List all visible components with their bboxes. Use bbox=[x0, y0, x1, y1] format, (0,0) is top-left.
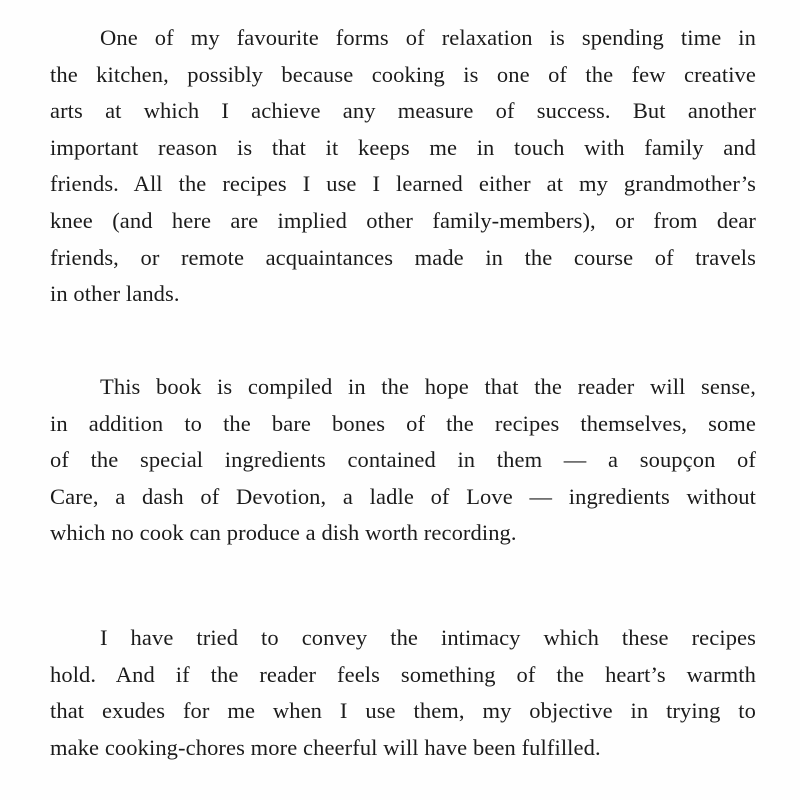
text-line: friends. All the recipes I use I learned either at my grandmother’s bbox=[50, 171, 756, 197]
text-line: make cooking-chores more cheerful will have been fulfilled. bbox=[50, 734, 601, 760]
text-line: hold. And if the reader feels something of the heart’s warmth bbox=[50, 661, 756, 687]
text-line: friends, or remote acquaintances made in the course of travels bbox=[50, 244, 756, 270]
text-line: Care, a dash of Devotion, a ladle of Love — ingredients without bbox=[50, 483, 756, 509]
text-line: One of my favourite forms of relaxation is spending time in bbox=[100, 25, 756, 50]
text-line: the kitchen, possibly because cooking is one of the few creative bbox=[50, 61, 756, 87]
text-line: which no cook can produce a dish worth recording. bbox=[50, 520, 517, 546]
text-line: knee (and here are implied other family-members), or from dear bbox=[50, 207, 756, 233]
text-line: This book is compiled in the hope that the reader will sense, bbox=[100, 374, 756, 399]
paragraph-relaxation bbox=[50, 20, 756, 313]
text-line: of the special ingredients contained in them — a soupçon of bbox=[50, 447, 756, 473]
text-line: in other lands. bbox=[50, 281, 180, 307]
text-line: in addition to the bare bones of the recipes themselves, some bbox=[50, 410, 756, 436]
paragraph-book-purpose bbox=[50, 369, 756, 552]
text-line: arts at which I achieve any measure of success. But another bbox=[50, 98, 756, 124]
text-line: I have tried to convey the intimacy which these recipes bbox=[100, 625, 756, 650]
text-line: important reason is that it keeps me in touch with family and bbox=[50, 134, 756, 160]
text-line: that exudes for me when I use them, my objective in trying to bbox=[50, 698, 756, 724]
paragraph-intimacy bbox=[50, 620, 756, 766]
